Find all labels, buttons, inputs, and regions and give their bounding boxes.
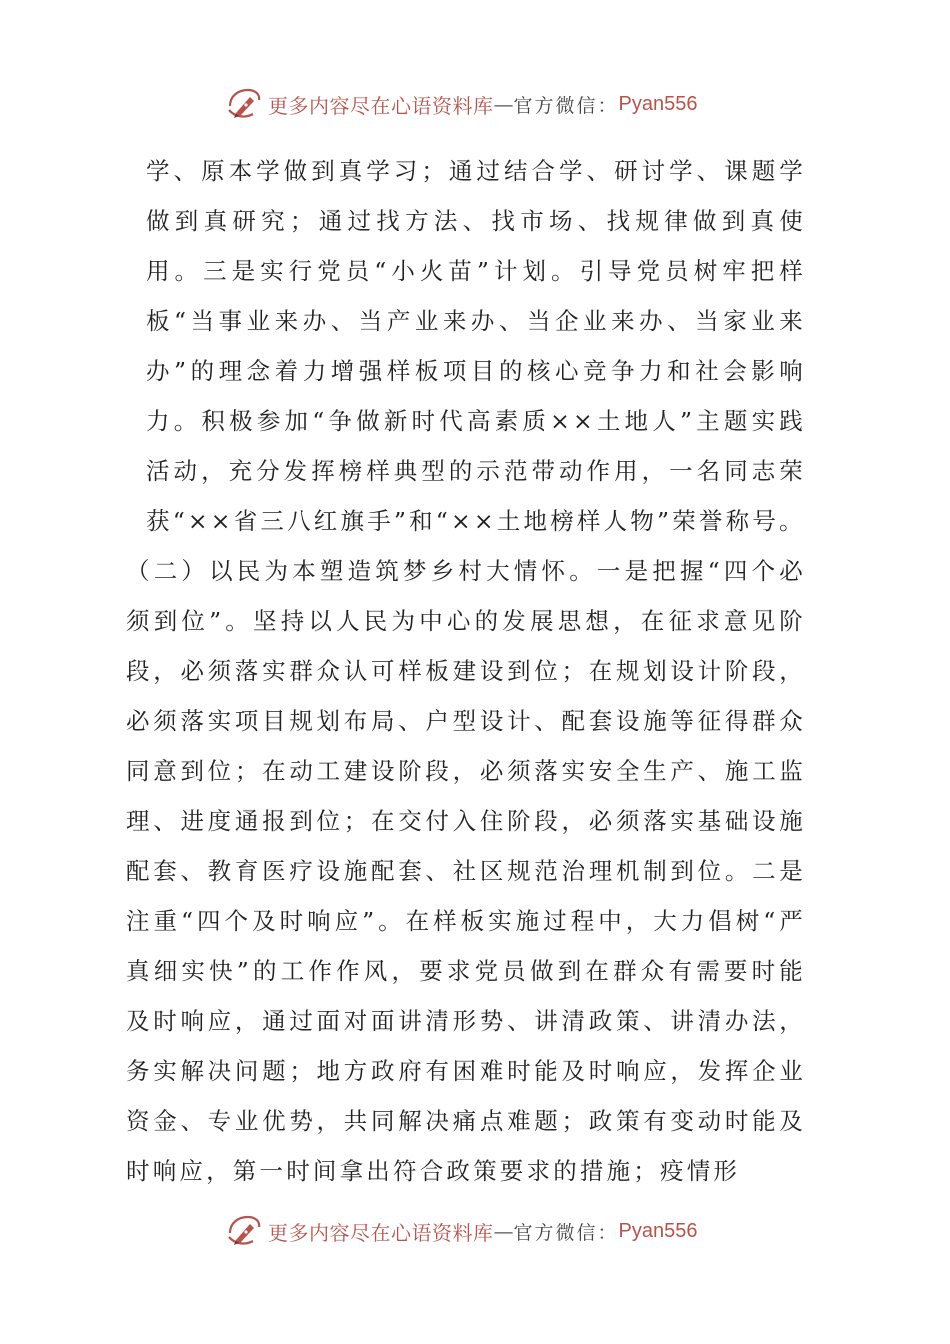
banner-wechat-label: 官方微信：: [513, 1221, 619, 1244]
banner-wechat-label: 官方微信：: [513, 94, 619, 117]
footer-banner: [226, 1211, 697, 1251]
banner-wechat-id: Pyan556: [618, 1219, 698, 1242]
pen-nib-logo-icon: [226, 1213, 262, 1249]
pen-nib-logo-icon: [226, 86, 262, 122]
banner-wechat-id: Pyan556: [618, 92, 698, 115]
document-body: [126, 146, 806, 1196]
banner-separator: —: [493, 1219, 514, 1243]
header-banner: [226, 84, 697, 124]
body-paragraph-1: 学、原本学做到真学习；通过结合学、研讨学、课题学做到真研究；通过找方法、找市场、找规律做到真使用。三是实行党员“小火苗”计划。引导党员树牢把样板“当事业来办、当产业来办、当企业来办、当家业来办”的理念着力增强样板项目的核心竞争力和社会影响力。积极参加“争做新时代高素质××土地人”主题实践活动，充分发挥榜样典型的示范带动作用，一名同志荣获“××省三八红旗手”和“××土地榜样人物”荣誉称号。: [146, 157, 806, 535]
banner-brand-text: 更多内容尽在心语资料库: [268, 1220, 494, 1245]
banner-brand-text: 更多内容尽在心语资料库: [268, 93, 494, 118]
banner-separator: —: [493, 92, 514, 116]
body-paragraph-2: （二）以民为本塑造筑梦乡村大情怀。一是把握“四个必须到位”。坚持以人民为中心的发展思想，在征求意见阶段，必须落实群众认可样板建设到位；在规划设计阶段，必须落实项目规划布局、户型设计、配套设施等征得群众同意到位；在动工建设阶段，必须落实安全生产、施工监理、进度通报到位；在交付入住阶段，必须落实基础设施配套、教育医疗设施配套、社区规范治理机制到位。二是注重“四个及时响应”。在样板实施过程中，大力倡树“严真细实快”的工作作风，要求党员做到在群众有需要时能及时响应，通过面对面讲清形势、讲清政策、讲清办法，务实解决问题；地方政府有困难时能及时响应，发挥企业资金、专业优势，共同解决痛点难题；政策有变动时能及时响应，第一时间拿出符合政策要求的措施；疫情形: [126, 557, 806, 1185]
